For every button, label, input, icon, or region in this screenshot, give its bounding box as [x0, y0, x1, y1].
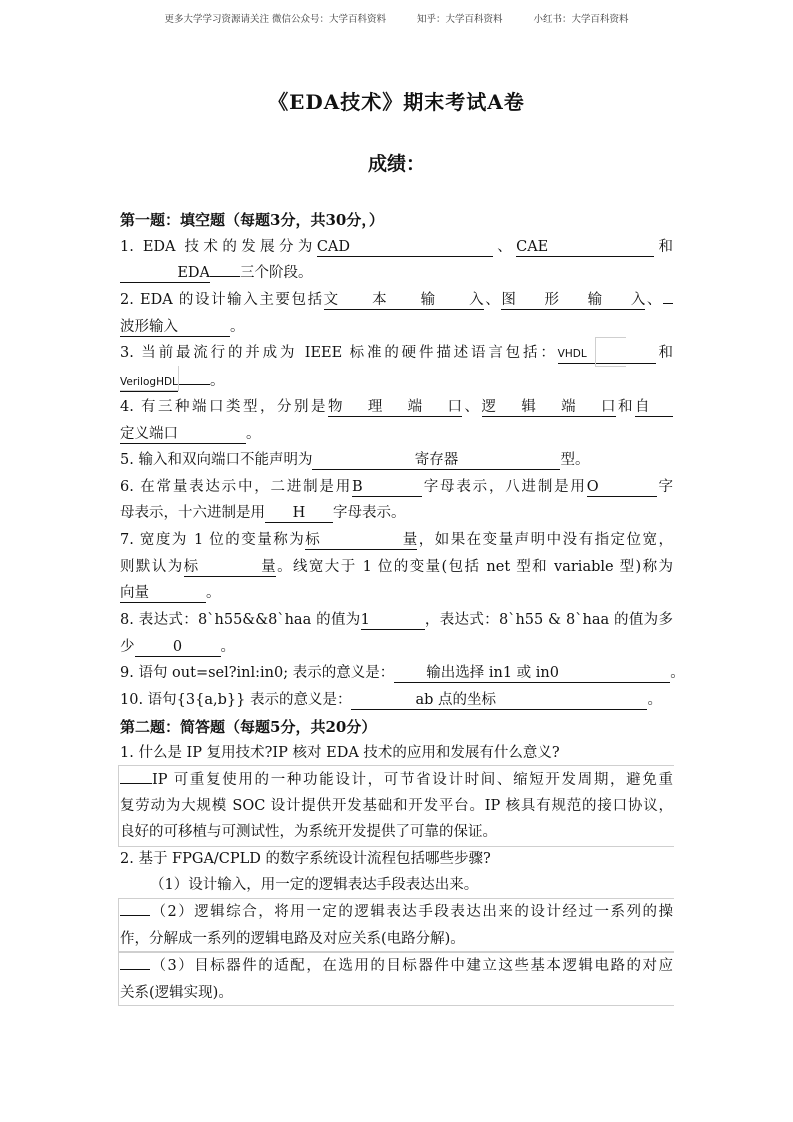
- s2-q2-step2-line2: 作，分解成一系列的逻辑电路及对应关系(电路分解)。: [120, 931, 465, 947]
- q6-line1: 6. 在常量表达示中，二进制是用B 字母表示，八进制是用O 字: [120, 479, 674, 495]
- q4-answer-3a: 自: [635, 398, 673, 417]
- q1-answer-2: CAE: [516, 238, 654, 257]
- q7-line3: 向量 。: [120, 585, 221, 601]
- q2-answer-2: 图形输入: [501, 292, 646, 308]
- s2-q2-step2-line1: （2）逻辑综合，将用一定的逻辑表达手段表达出来的设计经过一系列的操: [120, 902, 673, 922]
- q4-answer-2: 逻辑端口: [481, 399, 616, 415]
- q2-answer-1: 文本输入: [323, 292, 484, 308]
- q4-answer-1: 物理端口: [327, 399, 462, 415]
- q8-answer-2: 0: [135, 638, 221, 657]
- q6-answer-2: O: [587, 478, 657, 497]
- header-wechat: 更多大学学习资源请关注 微信公众号：大学百科资料: [164, 14, 386, 25]
- q5-line: 5. 输入和双向端口不能声明为 寄存器 型。: [120, 452, 590, 468]
- s2-q1-answer-line2: 复劳动为大规模 SOC 设计提供开发基础和开发平台。IP 核具有规范的接口协议，: [120, 798, 673, 814]
- q7-answer-2: 标量: [183, 559, 276, 575]
- q5-answer: 寄存器: [312, 451, 560, 470]
- q7-answer-1: 标量: [305, 532, 418, 548]
- q2-line1: 2. EDA 的设计输入主要包括文本输入、图形输入、: [120, 290, 673, 310]
- q9-answer: 输出选择 in1 或 in0: [394, 664, 670, 683]
- q3-answer-1: VHDL: [558, 345, 656, 364]
- q10-line: 10. 语句{3{a,b}} 表示的意义是： ab 点的坐标 。: [120, 692, 662, 708]
- s2-q2-step3-line1: （3）目标器件的适配，在选用的目标器件中建立这些基本逻辑电路的对应: [120, 956, 673, 976]
- q1-answer-1: CAD: [317, 238, 493, 257]
- s2-q2-step3-line2: 关系(逻辑实现)。: [120, 985, 233, 1001]
- q3-line1: 3. 当前最流行的并成为 IEEE 标准的硬件描述语言包括：VHDL 和: [120, 343, 673, 364]
- q7-line1: 7. 宽度为 1 位的变量称为标量，如果在变量声明中没有指定位宽，: [120, 532, 674, 548]
- q1-line1: 1. EDA 技术的发展分为CAD 、CAE 和: [120, 239, 674, 255]
- page-header: [0, 11, 793, 25]
- q8-line2: 少 0 。: [120, 639, 235, 655]
- q3-line2: VerilogHDL 。: [120, 371, 673, 392]
- q6-line2: 母表示，十六进制是用 H 字母表示。: [120, 505, 406, 521]
- s2-q2-step1: （1）设计输入，用一定的逻辑表达手段表达出来。: [150, 877, 479, 893]
- score-label: 成绩：: [367, 153, 425, 175]
- q3-answer-2: VerilogHDL: [120, 373, 178, 392]
- s2-q1-question: 1. 什么是 IP 复用技术?IP 核对 EDA 技术的应用和发展有什么意义?: [120, 745, 560, 761]
- header-zhihu: 知乎：大学百科资料: [417, 14, 503, 25]
- q10-answer: ab 点的坐标: [351, 691, 647, 710]
- exam-title: 《EDA技术》期末考试A卷: [268, 90, 525, 114]
- q4-line2: 定义端口 。: [120, 426, 261, 442]
- header-xiaohongshu: 小红书：大学百科资料: [533, 14, 629, 25]
- q8-line1: 8. 表达式：8`h55&&8`haa 的值为1 ，表达式：8`h55 & 8`haa 的值为多: [120, 612, 673, 628]
- q6-answer-1: B: [352, 478, 422, 497]
- vhdl-frame: [595, 337, 626, 367]
- s2-q1-answer-line1: IP 可重复使用的一种功能设计，可节省设计时间、缩短开发周期，避免重: [120, 770, 673, 790]
- section1-heading: 第一题：填空题（每题3分，共30分，）: [120, 211, 384, 229]
- q9-line: 9. 语句 out=sel?inl:in0; 表示的意义是： 输出选择 in1 或 in0 。: [120, 665, 685, 681]
- q1-answer-3: EDA: [120, 264, 210, 283]
- q7-line2: 则默认为标量。线宽大于 1 位的变量(包括 net 型和 variable 型)称为: [120, 559, 674, 575]
- q6-answer-3: H: [265, 504, 333, 523]
- q4-line1: 4. 有三种端口类型，分别是物理端口、逻辑端口和自: [120, 397, 673, 417]
- section2-heading: 第二题：简答题（每题5分，共20分）: [120, 718, 377, 736]
- q7-answer-3: 向量: [120, 584, 206, 603]
- q1-line2: EDA 三个阶段。: [120, 263, 673, 283]
- verilog-frame: [120, 366, 179, 391]
- q2-answer-3: 波形输入: [120, 318, 230, 337]
- q4-answer-3b: 定义端口: [120, 425, 246, 444]
- s2-q2-question: 2. 基于 FPGA/CPLD 的数字系统设计流程包括哪些步骤?: [120, 851, 491, 867]
- q8-answer-1: 1: [361, 611, 425, 630]
- q2-line2: 波形输入 。: [120, 319, 245, 335]
- s2-q1-answer-line3: 良好的可移植与可测试性，为系统开发提供了可靠的保证。: [120, 824, 497, 840]
